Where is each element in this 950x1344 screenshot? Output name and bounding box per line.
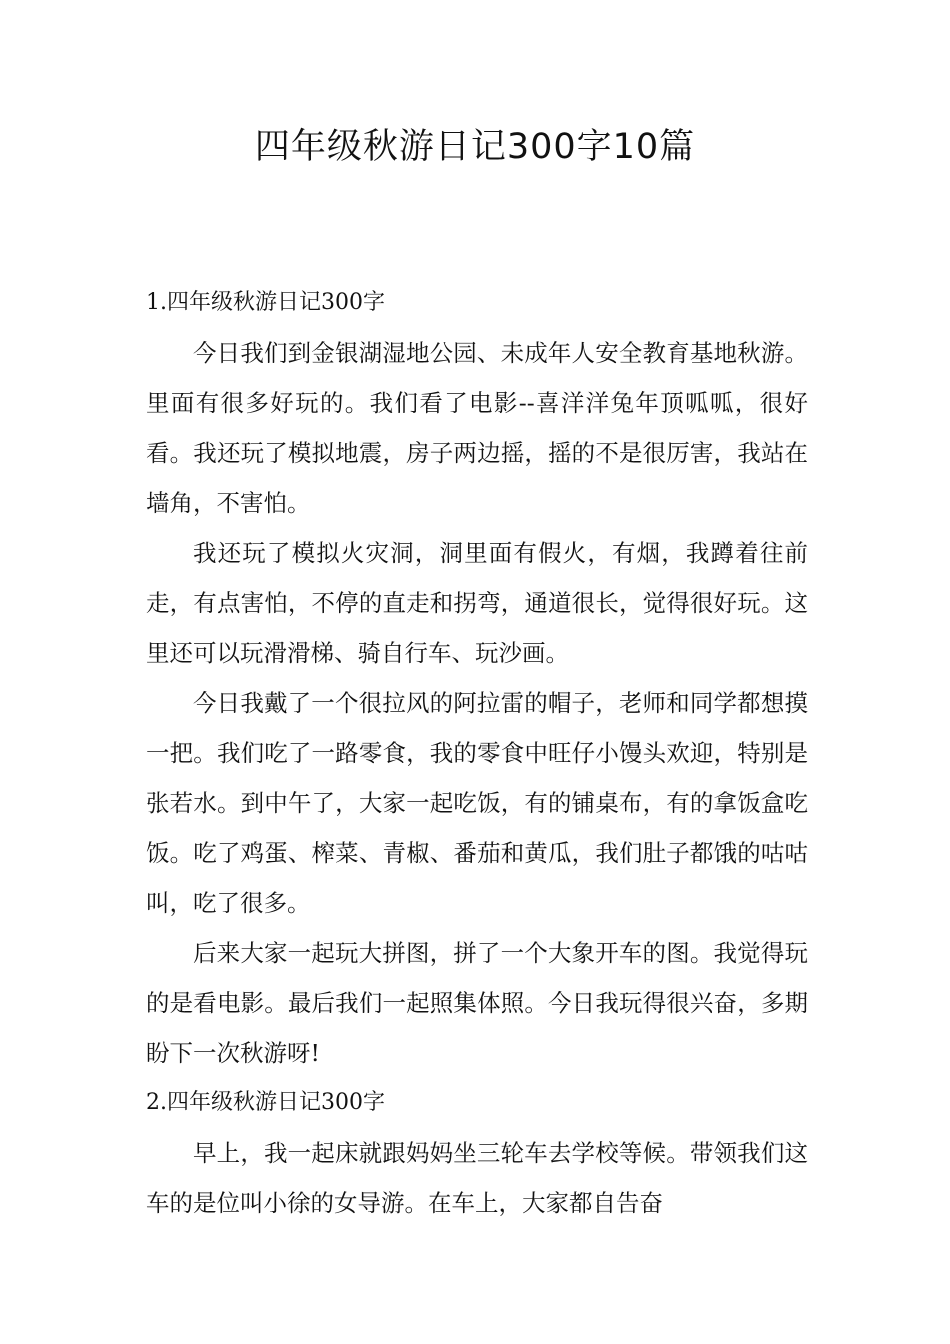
section-heading: 1.四年级秋游日记300字 bbox=[146, 290, 385, 315]
paragraph: 后来大家一起玩大拼图，拼了一个大象开车的图。我觉得玩的是看电影。最后我们一起照集体照。今日我玩得很兴奋，多期盼下一次秋游呀! bbox=[146, 939, 808, 1067]
paragraph: 早上，我一起床就跟妈妈坐三轮车去学校等候。带领我们这车的是位叫小徐的女导游。在车上，大家都自告奋 bbox=[146, 1139, 808, 1217]
document-title: 四年级秋游日记300字10篇 bbox=[254, 127, 696, 167]
paragraph: 我还玩了模拟火灾洞，洞里面有假火，有烟，我蹲着往前走，有点害怕，不停的直走和拐弯，通道很长，觉得很好玩。这里还可以玩滑滑梯、骑自行车、玩沙画。 bbox=[146, 539, 808, 667]
paragraph: 今日我们到金银湖湿地公园、未成年人安全教育基地秋游。里面有很多好玩的。我们看了电影--喜洋洋兔年顶呱呱，很好看。我还玩了模拟地震，房子两边摇，摇的不是很厉害，我站在墙角，不害怕。 bbox=[146, 339, 808, 517]
section-2 bbox=[146, 1078, 808, 1228]
section-heading: 2.四年级秋游日记300字 bbox=[146, 1090, 385, 1115]
paragraph: 今日我戴了一个很拉风的阿拉雷的帽子，老师和同学都想摸一把。我们吃了一路零食，我的零食中旺仔小馒头欢迎，特别是张若水。到中午了，大家一起吃饭，有的铺桌布，有的拿饭盒吃饭。吃了鸡蛋、榨菜、青椒、番茄和黄瓜，我们肚子都饿的咕咕叫，吃了很多。 bbox=[146, 689, 808, 917]
document-body bbox=[146, 278, 808, 1228]
section-1 bbox=[146, 278, 808, 1078]
